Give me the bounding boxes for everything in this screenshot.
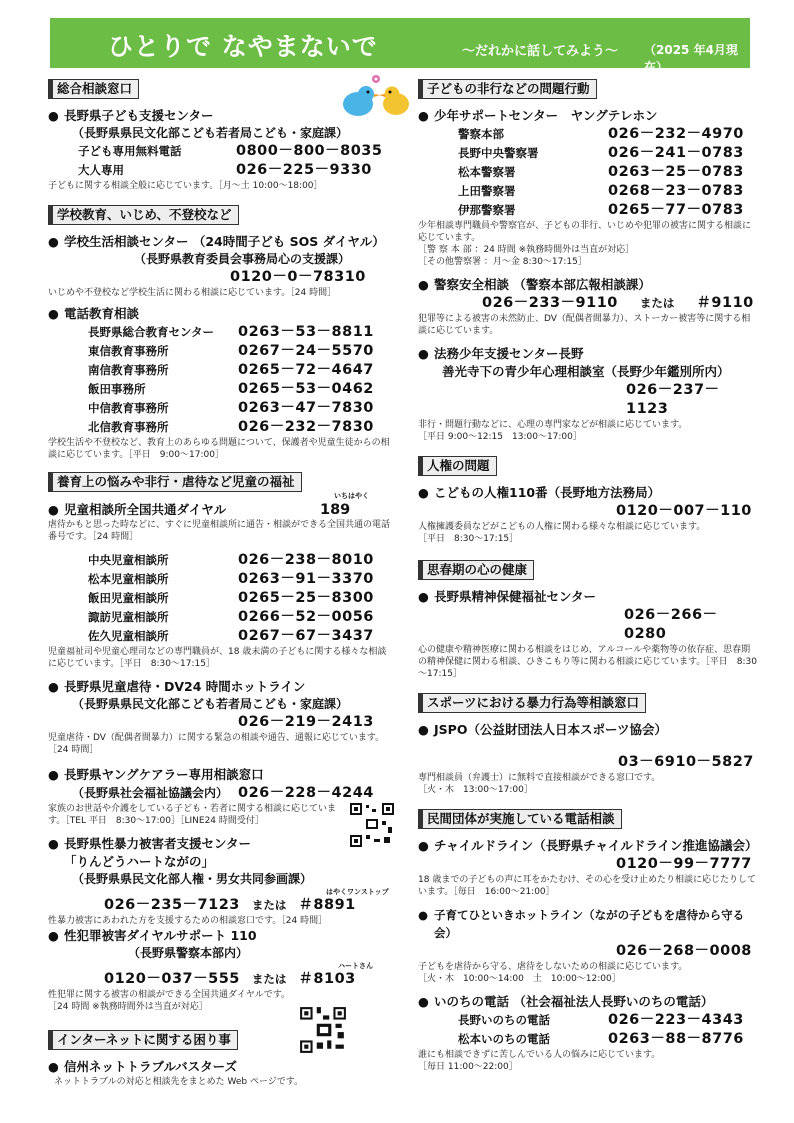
phone-number: 0265－77－0783 — [608, 202, 744, 218]
phone-list — [48, 323, 392, 437]
note-text: 性暴力被害にあわれた方を支援するための相談窓口です。［24 時間］ — [48, 916, 328, 926]
phone-number: 026－241－0783 — [608, 145, 744, 161]
org-title: ● 児童相談所全国共通ダイヤル 189 — [48, 502, 351, 518]
note-text: ［24 時間 ※執務時間外は当直が対応］ — [48, 1002, 208, 1012]
office-name: 松本いのちの電話 — [458, 1032, 550, 1046]
phone-number: 0263－25－0783 — [608, 164, 744, 180]
org-subtitle: 善光寺下の青少年心理相談室（長野少年鑑別所内） — [442, 364, 730, 379]
phone-number: 026－232－4970 — [608, 126, 744, 142]
note-text: 人権擁護委員などがこどもの人権に関わる様々な相談に応じています。 — [418, 522, 706, 532]
note-text: いじめや不登校など学校生活に関わる相談に応じています。［24 時間］ — [48, 288, 337, 298]
org-subtitle: 「りんどうハートながの」 — [64, 854, 215, 869]
phone-number: 0263－88－8776 — [608, 1031, 744, 1047]
org-title: ● JSPO（公益財団法人日本スポーツ協会） — [418, 722, 667, 737]
phone-row — [48, 323, 392, 342]
org-title: ● 長野県精神保健福祉センター — [418, 589, 597, 604]
phone-row — [48, 627, 392, 646]
office-name: 警察本部 — [458, 127, 504, 141]
phone-row — [418, 182, 758, 201]
section-heading: インターネットに関する困り事 — [48, 1030, 238, 1050]
page-subtitle: ～だれかに話してみよう～ — [462, 44, 619, 59]
note-text: 誰にも相談できずに苦しんでいる人の悩みに応じています。 — [418, 1050, 661, 1060]
phone-row: 0120－037－555 または ＃8103 — [104, 971, 356, 987]
office-name: 諏訪児童相談所 — [88, 610, 169, 624]
phone-row — [48, 361, 392, 380]
phone-number: 0263－91－3370 — [238, 571, 374, 587]
phone-row — [48, 570, 392, 589]
phone-list — [418, 1011, 758, 1049]
office-name: 飯田児童相談所 — [88, 591, 169, 605]
phone-number: 0263－47－7830 — [238, 400, 374, 416]
section-heading: 子どもの非行などの問題行動 — [418, 79, 597, 99]
phone-row — [48, 418, 392, 437]
phone-row — [48, 589, 392, 608]
org-department: （長野県教育委員会事務局心の支援課） — [134, 252, 351, 266]
phone-row: 026－235－7123 または ＃8891 — [104, 897, 356, 913]
phone-number: 026－232－7830 — [238, 419, 374, 435]
page-title: ひとりで なやまないで — [108, 32, 378, 61]
phone-list — [48, 551, 392, 646]
org-title: ● 長野県子ども支援センター — [48, 108, 214, 123]
note-text: ［平日 9:00～12:15 13:00～17:00］ — [418, 432, 582, 442]
org-title: ● こどもの人権110番（長野地方法務局） — [418, 485, 661, 500]
org-department: （長野県県民文化部こども若者局こども・家庭課） — [72, 697, 349, 711]
office-name: 松本警察署 — [458, 165, 516, 179]
birds-illustration — [336, 74, 412, 122]
office-name: 伊那警察署 — [458, 203, 516, 217]
phone-row — [48, 551, 392, 570]
note-text: 少年相談専門職員や警察官が、子どもの非行、いじめや犯罪の被害に関する相談に応じています。 — [418, 221, 752, 243]
ruby-text: はやくワンストップ — [326, 888, 389, 896]
office-name: 飯田事務所 — [88, 382, 146, 396]
org-title: ● 長野県ヤングケアラー専用相談窓口 — [48, 767, 264, 782]
note-text: 心の健康や精神医療に関わる相談をはじめ、アルコールや薬物等の依存症、思春期の精神保健に関わる相談、ひきこもり等に関わる相談に応じています。［平日 8:30～17:15］ — [418, 645, 757, 679]
section-heading: 養育上の悩みや非行・虐待など児童の福祉 — [48, 472, 302, 492]
org-title: ● 信州ネットトラブルバスターズ — [48, 1059, 238, 1074]
office-name: 中央児童相談所 — [88, 553, 169, 567]
org-title: ● 警察安全相談 （警察本部広報相談課） — [418, 277, 651, 292]
office-name: 北信教育事務所 — [88, 420, 169, 434]
org-title: ● 長野県児童虐待・DV24 時間ホットライン — [48, 679, 306, 694]
note-text: 児童虐待・DV（配偶者間暴力）に関する緊急の相談や通告、通報に応じています。［24 時間］ — [48, 733, 385, 755]
note-text: 専門相談員（弁護士）に無料で直接相談ができる窓口です。 — [418, 773, 661, 783]
note-text: 子どもを虐待から守る、虐待をしないための相談に応じています。 — [418, 962, 688, 972]
phone-row: （長野県社会福祉協議会内） 026－228－4244 — [72, 785, 374, 801]
phone-list — [418, 125, 758, 220]
phone-number: 026－238－8010 — [238, 552, 374, 568]
ruby-text: ハートさん — [338, 962, 373, 970]
note-text: 家族のお世話や介護をしている子ども・若者に関する相談に応じています。［TEL 平日 8:30～17:00］［LINE24 時間受付］ — [48, 804, 337, 826]
org-title: ● 長野県性暴力被害者支援センター — [48, 836, 252, 851]
org-title: ● いのちの電話 （社会福祉法人長野いのちの電話） — [418, 994, 714, 1009]
office-name: 長野県総合教育センター — [88, 325, 215, 339]
office-name: 長野いのちの電話 — [458, 1013, 550, 1027]
org-title: ● 法務少年支援センター長野 — [418, 346, 584, 361]
note-text: ［警 察 本 部 ：24 時間 ※執務時間外は当直が対応］ — [418, 245, 635, 255]
note-text: ［火・木 13:00～17:00］ — [418, 785, 533, 795]
office-name: 佐久児童相談所 — [88, 629, 169, 643]
phone-row — [48, 608, 392, 627]
ruby-text: いちはやく — [334, 492, 369, 500]
phone-row: 026－233－9110 または ＃9110 — [482, 295, 754, 311]
note-text: 非行・問題行動などに、心理の専門家などが相談に応じています。 — [418, 420, 688, 430]
phone-number: 0266－52－0056 — [238, 609, 374, 625]
phone-number: 0268－23－0783 — [608, 183, 744, 199]
note-text: ［その他警察署 ：月～金 8:30～17:15］ — [418, 257, 587, 267]
section-heading: 総合相談窓口 — [48, 79, 139, 99]
org-title: ● 子育てひといきホットライン（ながの子どもを虐待から守る会） — [418, 908, 745, 940]
office-name: 上田警察署 — [458, 184, 516, 198]
phone-number: 0265－72－4647 — [238, 362, 374, 378]
section-heading: 人権の問題 — [418, 456, 497, 476]
phone-row — [48, 342, 392, 361]
section-heading: 民間団体が実施している電話相談 — [418, 809, 622, 829]
office-name: 東信教育事務所 — [88, 344, 169, 358]
phone-row — [48, 399, 392, 418]
web-qr-code[interactable] — [298, 1005, 348, 1055]
phone-row — [418, 1011, 758, 1030]
section-heading: 学校教育、いじめ、不登校など — [48, 205, 239, 225]
phone-row — [418, 144, 758, 163]
note-text: 児童福祉司や児童心理司などの専門職員が、18 歳未満の子どもに関する様々な相談に応じています。［平日 8:30～17:15］ — [48, 647, 387, 669]
phone-row: 子ども専用無料電話 0800－800－8035 — [78, 143, 383, 159]
org-department: （長野県県民文化部こども若者局こども・家庭課） — [72, 126, 349, 140]
note-text: 18 歳までの子どもの声に耳をかたむけ、その心を受け止めたり相談に応じたりしています。［毎日 16:00～21:00］ — [418, 875, 756, 897]
title-banner — [50, 18, 750, 74]
phone-number: 0120－0－78310 — [230, 269, 366, 285]
date-label: （2025 年4月現在） — [644, 43, 738, 74]
note-text: ［平日 8:30～17:15］ — [418, 534, 519, 544]
section-heading: スポーツにおける暴力行為等相談窓口 — [418, 693, 646, 713]
phone-number: 0120－99－7777 — [616, 856, 752, 872]
note-text: 性犯罪に関する被害の相談ができる全国共通ダイヤルです。 — [48, 990, 291, 1000]
note-text: 子どもに関する相談全般に応じています。［月～土 10:00～18:00］ — [48, 181, 323, 191]
line-qr-code[interactable] — [348, 801, 396, 849]
phone-number: 0263－53－8811 — [238, 324, 374, 340]
note-text: ［火・木 10:00～14:00 土 10:00～12:00］ — [418, 974, 621, 984]
office-name: 長野中央警察署 — [458, 146, 539, 160]
phone-number: 026－266－0280 — [624, 607, 718, 642]
phone-number: 026－268－0008 — [616, 943, 752, 959]
org-title: ● 性犯罪被害ダイヤルサポート 110 — [48, 928, 257, 943]
phone-row — [418, 1030, 758, 1049]
note-text: ［毎日 11:00～22:00］ — [418, 1062, 518, 1072]
phone-number: 0265－53－0462 — [238, 381, 374, 397]
phone-number: 0267－24－5570 — [238, 343, 374, 359]
org-title: ● 電話教育相談 — [48, 306, 140, 321]
office-name: 南信教育事務所 — [88, 363, 169, 377]
phone-row — [418, 163, 758, 182]
note-text: 犯罪等による被害の未然防止、DV（配偶者間暴力）、ストーカー被害等に関する相談に応じています。 — [418, 314, 751, 336]
phone-row — [48, 380, 392, 399]
note-text: 学校生活や不登校など、教育上のあらゆる問題について、保護者や児童生徒からの相談に応じています。［平日 9:00～17:00］ — [48, 438, 390, 460]
phone-number: 026－219－2413 — [238, 714, 374, 730]
office-name: 中信教育事務所 — [88, 401, 169, 415]
org-title: ● 学校生活相談センター （24時間子ども SOS ダイヤル） — [48, 234, 385, 249]
section-heading: 思春期の心の健康 — [418, 560, 534, 580]
phone-number: 0267－67－3437 — [238, 628, 374, 644]
left-column — [48, 78, 392, 1088]
phone-number: 026－237－1123 — [626, 382, 720, 417]
phone-number: 03－6910－5827 — [618, 754, 754, 770]
org-title: ● チャイルドライン（長野県チャイルドライン推進協議会） — [418, 838, 758, 853]
phone-number: 026－223－4343 — [608, 1012, 744, 1028]
office-name: 松本児童相談所 — [88, 572, 169, 586]
right-column — [418, 78, 758, 1073]
phone-row: 大人専用 026－225－9330 — [78, 162, 372, 178]
phone-number: 0265－25－8300 — [238, 590, 374, 606]
org-title: ● 少年サポートセンター ヤングテレホン — [418, 108, 658, 123]
org-department: （長野県県民文化部人権・男女共同参画課） — [72, 872, 313, 886]
org-department: （長野県警察本部内） — [128, 946, 249, 960]
note-text: 虐待かもと思った時などに、すぐに児童相談所に通告・相談ができる全国共通の電話番号です。［24 時間］ — [48, 520, 391, 542]
phone-row — [418, 201, 758, 220]
phone-row — [418, 125, 758, 144]
phone-number: 0120－007－110 — [616, 503, 752, 519]
note-text: ネットトラブルの対応と相談先をまとめた Web ページです。 — [54, 1077, 304, 1087]
